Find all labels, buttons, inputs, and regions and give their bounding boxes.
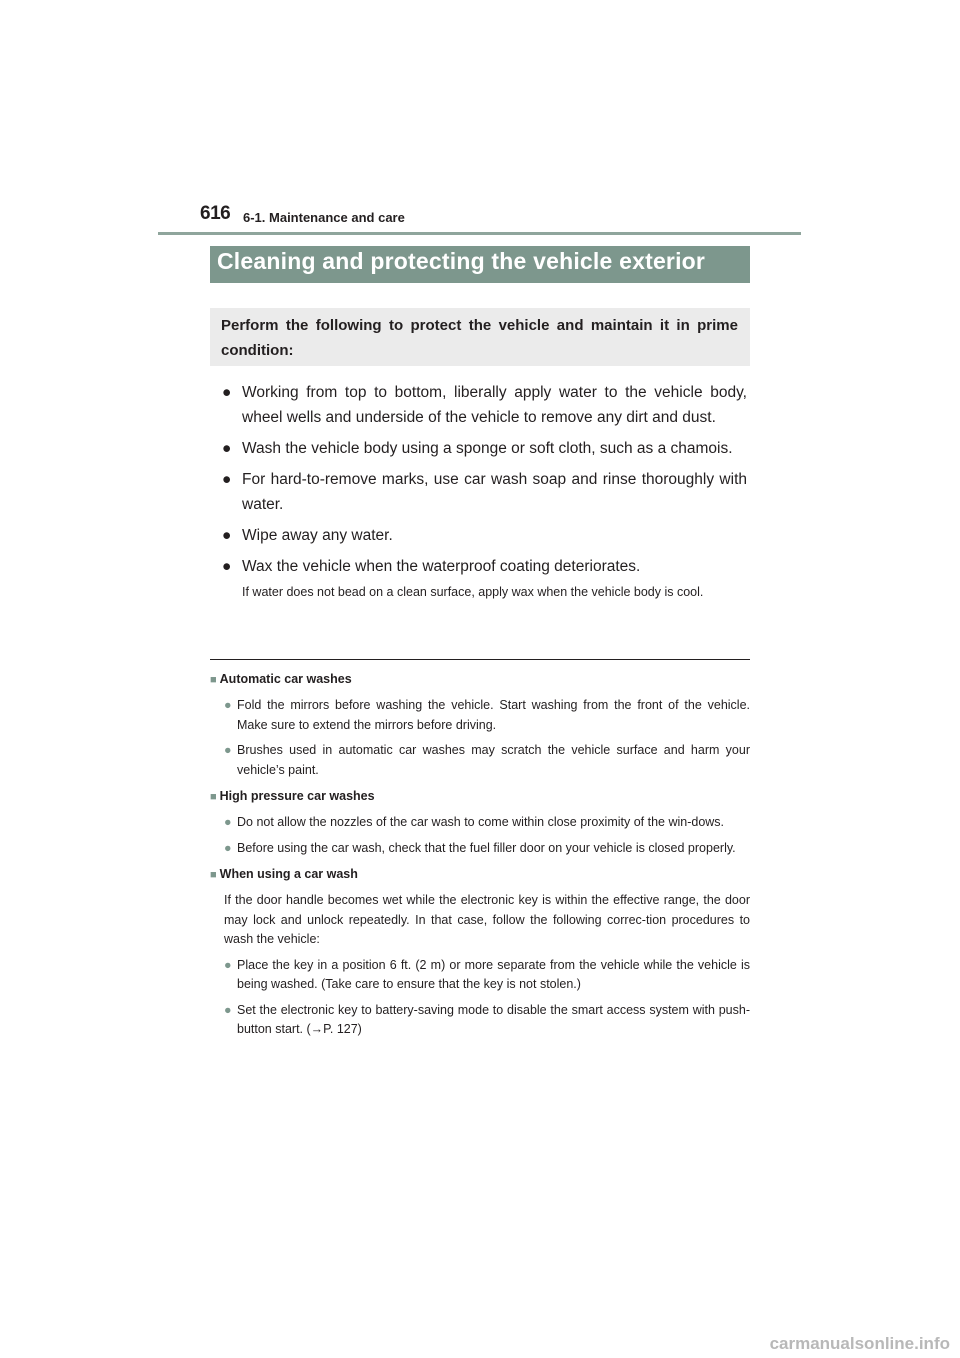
page-title: Cleaning and protecting the vehicle exterior <box>210 246 750 283</box>
list-item: ● Wax the vehicle when the waterproof coating deteriorates. <box>222 554 747 579</box>
procedure-list <box>222 380 747 603</box>
bullet-icon: ● <box>224 840 232 855</box>
note-item: ● Place the key in a position 6 ft. (2 m) or more separate from the vehicle while the vehicle is being washed. (Take care to ensure that the key is not stolen.) <box>224 957 750 991</box>
note-item: ● Do not allow the nozzles of the car wash to come within close proximity of the win-dows. <box>210 813 750 833</box>
wax-note: If water does not bead on a clean surface, apply wax when the vehicle body is cool. <box>242 585 704 599</box>
intro-box: Perform the following to protect the vehicle and maintain it in prime condition: <box>210 308 750 366</box>
page-header <box>200 203 800 233</box>
bullet-icon: ● <box>222 440 232 457</box>
note-item: ● Brushes used in automatic car washes may scratch the vehicle surface and harm your vehicle’s paint. <box>224 743 750 777</box>
list-item: ● Working from top to bottom, liberally apply water to the vehicle body, wheel wells and underside of the vehicle to remove any dirt and dust. <box>222 380 747 430</box>
bullet-icon: ● <box>222 384 232 401</box>
bullet-icon: ● <box>222 527 232 544</box>
section-divider <box>210 659 750 660</box>
list-item: ● Wipe away any water. <box>222 523 747 548</box>
header-rule <box>158 232 801 235</box>
list-item: ● For hard-to-remove marks, use car wash soap and rinse thoroughly with water. <box>222 467 747 517</box>
square-icon: ■ <box>210 869 217 881</box>
note-item: ● Fold the mirrors before washing the vehicle. Start washing from the front of the vehicle. Make sure to extend the mirrors before driving. <box>224 698 750 732</box>
note-item: ● Set the electronic key to battery-saving mode to disable the smart access system with push-button start. (→P. 127) <box>224 1002 750 1036</box>
bullet-icon: ● <box>224 957 232 972</box>
bullet-icon: ● <box>224 815 232 829</box>
bullet-icon: ● <box>224 698 232 712</box>
note-heading: ■ High pressure car washes <box>210 789 375 803</box>
bullet-icon: ● <box>224 743 232 757</box>
note-item: ● Before using the car wash, check that the fuel filler door on your vehicle is closed properly. <box>210 839 750 859</box>
section-label: 6-1. Maintenance and care <box>243 210 405 225</box>
bullet-icon: ● <box>224 1002 232 1017</box>
page-number: 616 <box>200 203 231 224</box>
notes-section <box>210 669 750 1046</box>
note-heading: ■ When using a car wash <box>210 867 358 881</box>
bullet-icon: ● <box>222 471 232 488</box>
watermark: carmanualsonline.info <box>769 1334 950 1353</box>
note-heading: ■ Automatic car washes <box>210 672 352 686</box>
bullet-icon: ● <box>222 558 232 575</box>
list-item: ● Wash the vehicle body using a sponge or soft cloth, such as a chamois. <box>222 436 747 461</box>
square-icon: ■ <box>210 674 217 686</box>
note-body: If the door handle becomes wet while the electronic key is within the effective range, the door may lock and unlock repeatedly. In that case, follow the following correc-tion procedures to wash the vehicle: <box>224 893 750 946</box>
square-icon: ■ <box>210 791 217 803</box>
